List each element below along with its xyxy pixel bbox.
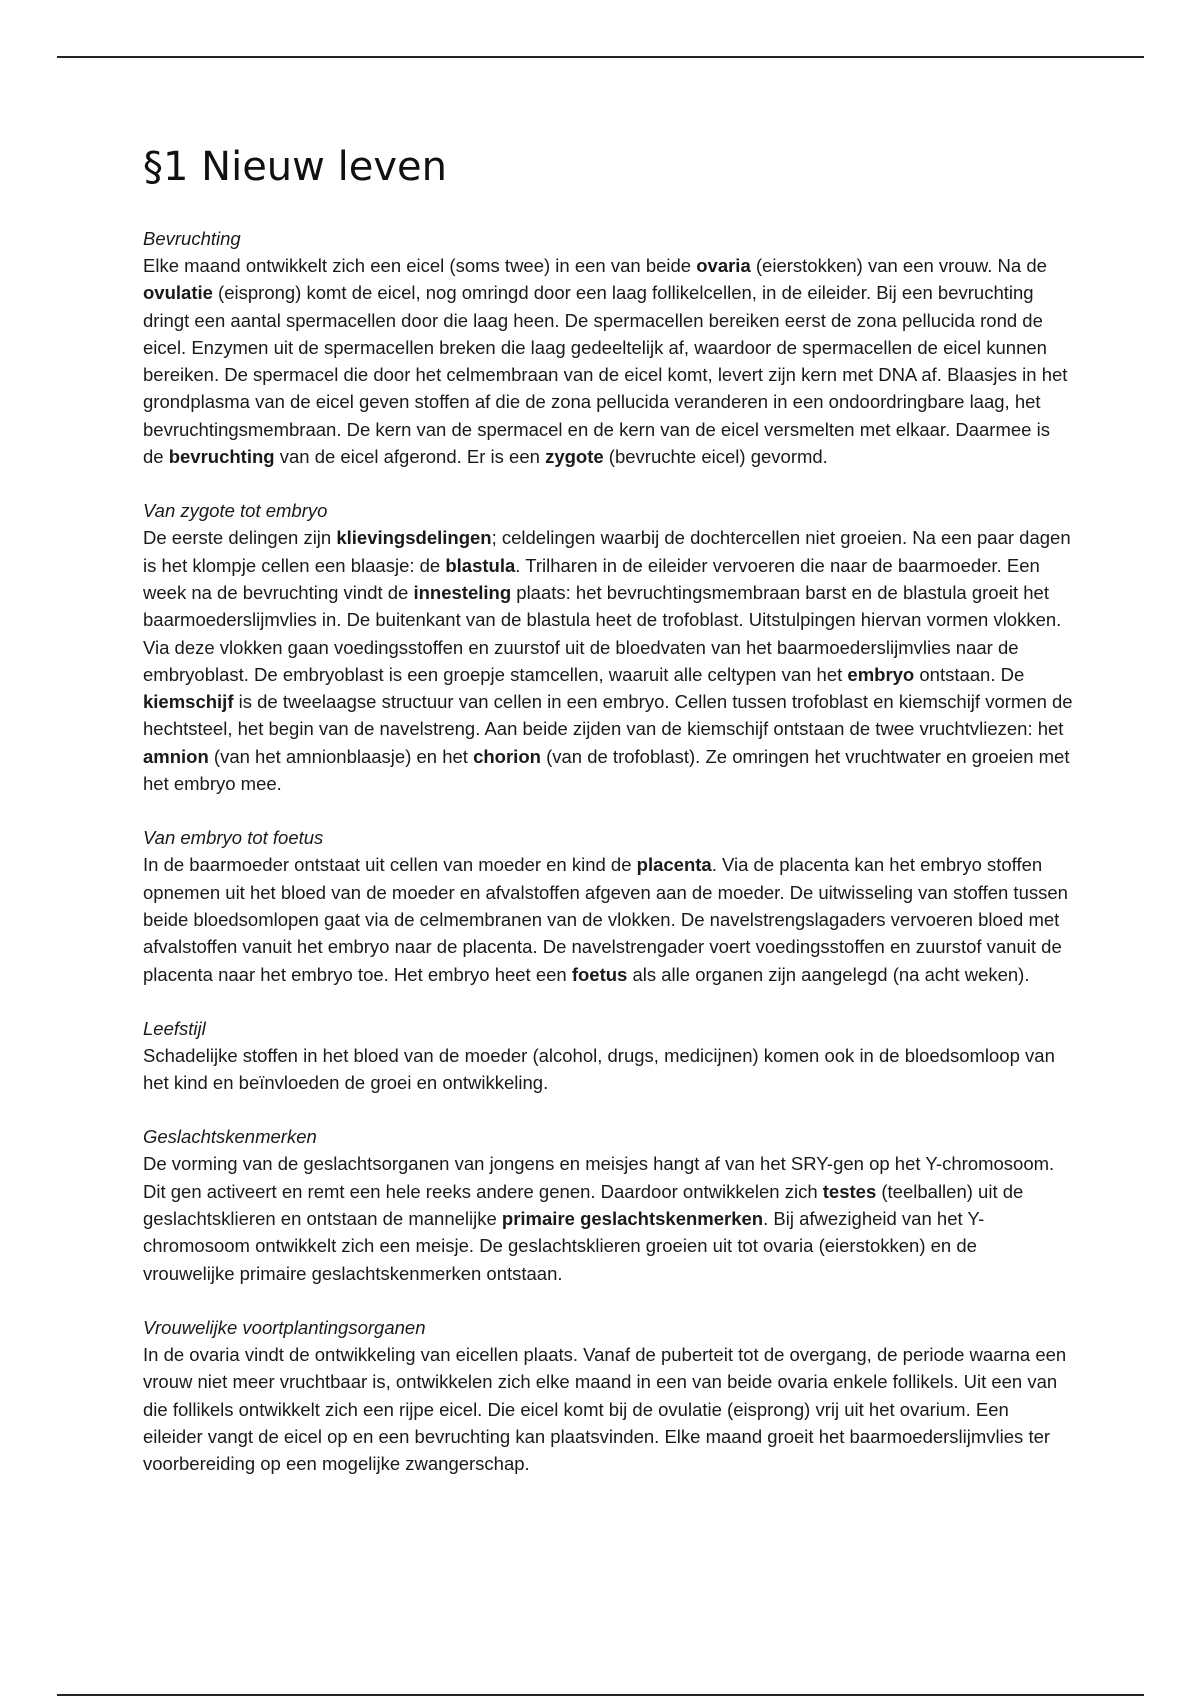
text-run: is de tweelaagse structuur van cellen in een embryo. Cellen tussen trofoblast en kiemschijf vormen de hechtsteel, het begin van de navelstreng. Aan beide zijden van de kiemschijf ontstaan de twee vruchtvliezen: het [143, 691, 1073, 740]
top-rule [57, 56, 1144, 58]
bold-term: embryo [847, 663, 915, 685]
text-run: De eerste delingen zijn [143, 527, 337, 549]
bold-term: kiemschijf [143, 691, 234, 713]
section [143, 1314, 1073, 1477]
text-run: ; celdelingen waarbij de dochtercellen niet groeien. Na een paar dagen is het klompje cellen een blaasje: de [143, 527, 1071, 576]
bold-term: klievingsdelingen [336, 527, 492, 549]
bold-term: chorion [473, 745, 541, 767]
bold-term: bevruchting [168, 446, 275, 468]
section [143, 225, 1073, 470]
text-run: ontstaan. De [914, 663, 1025, 685]
bold-term: zygote [545, 446, 604, 468]
text-run: (eisprong) komt de eicel, nog omringd door een laag follikelcellen, in de eileider. Bij een bevruchting dringt een aantal spermacellen door die laag heen. De spermacellen bereiken eerst de zona pellucida rond de eicel. Enzymen uit de spermacellen breken die laag gedeeltelijk af, waardoor de spermacellen de eicel kunnen bereiken. De spermacel die door het celmembraan van de eicel komt, levert zijn kern met DNA af. Blaasjes in het grondplasma van de eicel geven stoffen af die de zona pellucida veranderen in een ondoordringbare laag, het bevruchtingsmembraan. De kern van de spermacel en de kern van de eicel versmelten met elkaar. Daarmee is de [143, 282, 1068, 468]
page-title: §1 Nieuw leven [143, 144, 447, 190]
bold-term: foetus [571, 963, 628, 985]
section-title: Geslachtskenmerken [143, 1126, 317, 1148]
section-title: Leefstijl [143, 1017, 206, 1039]
text-run: als alle organen zijn aangelegd (na acht weken). [627, 963, 1030, 985]
text-run: De vorming van de geslachtsorganen van jongens en meisjes hangt af van het SRY-gen op het Y-chromosoom. Dit gen activeert en remt een hele reeks andere genen. Daardoor ontwikkelen zich [143, 1153, 1055, 1202]
text-run: (bevruchte eicel) gevormd. [603, 446, 828, 468]
bold-term: primaire geslachtskenmerken [501, 1208, 764, 1230]
section-title: Van zygote tot embryo [143, 500, 328, 522]
section-title: Bevruchting [143, 228, 241, 249]
section-paragraph [143, 1150, 1073, 1286]
text-run: plaats: het bevruchtingsmembraan barst en de blastula groeit het baarmoederslijmvlies in. De buitenkant van de blastula heet de trofoblast. Uitstulpingen hiervan vormen vlokken. Via deze vlokken gaan voedingsstoffen en zuurstof uit de bloedvaten van het baarmoederslijmvlies naar de embryoblast. De embryoblast is een groepje stamcellen, waaruit alle celtypen van het [143, 581, 1062, 685]
text-run: . Trilharen in de eileider vervoeren die naar de baarmoeder. Een week na de bevruchting vindt de [143, 554, 1040, 603]
section-title: Van embryo tot foetus [143, 827, 324, 849]
text-run: . Via de placenta kan het embryo stoffen opnemen uit het bloed van de moeder en afvalstoffen afgeven aan de moeder. De uitwisseling van stoffen tussen beide bloedsomlopen gaat via de celmembranen van de vlokken. De navelstrengslagaders vervoeren bloed met afvalstoffen vanuit het embryo naar de placenta. De navelstrengader voert voedingsstoffen en zuurstof vanuit de placenta naar het embryo toe. Het embryo heet een [143, 854, 1068, 985]
text-run: (teelballen) uit de geslachtsklieren en ontstaan de mannelijke [143, 1180, 1024, 1230]
text-run: . Bij afwezigheid van het Y-chromosoom ontwikkelt zich een meisje. De geslachtsklieren groeien uit tot ovaria (eierstokken) en de vrouwelijke primaire geslachtskenmerken ontstaan. [143, 1208, 985, 1284]
section-title: Vrouwelijke voortplantingsorganen [143, 1316, 426, 1338]
section [143, 824, 1073, 987]
sections-container [143, 225, 1073, 1477]
bold-term: innesteling [413, 581, 512, 603]
text-run: (van de trofoblast). Ze omringen het vruchtwater en groeien met het embryo mee. [143, 745, 1070, 795]
text-run: In de ovaria vindt de ontwikkeling van eicellen plaats. Vanaf de puberteit tot de overgang, de periode waarna een vrouw niet meer vruchtbaar is, ontwikkelen zich elke maand in een van beide ovaria enkele follikels. Uit een van die follikels ontwikkelt zich een rijpe eicel. Die eicel komt bij de ovulatie (eisprong) vrij uit het ovarium. Een eileider vangt de eicel op en een bevruchting kan plaatsvinden. Elke maand groeit het baarmoederslijmvlies ter voorbereiding op een mogelijke zwangerschap. [143, 1343, 1067, 1475]
section-paragraph [143, 1042, 1073, 1097]
bold-term: placenta [636, 854, 712, 876]
section [143, 1015, 1073, 1097]
section-paragraph [143, 851, 1073, 987]
document-body [143, 135, 1073, 1504]
bold-term: testes [822, 1180, 877, 1202]
text-run: In de baarmoeder ontstaat uit cellen van moeder en kind de [143, 854, 637, 876]
bold-term: blastula [445, 554, 516, 576]
text-run: van de eicel afgerond. Er is een [274, 446, 546, 468]
section-paragraph [143, 524, 1073, 797]
text-run: Schadelijke stoffen in het bloed van de moeder (alcohol, drugs, medicijnen) komen ook in de bloedsomloop van het kind en beïnvloeden de groei en ontwikkeling. [143, 1044, 1055, 1094]
bold-term: ovaria [696, 255, 751, 276]
section [143, 497, 1073, 797]
section-paragraph [143, 252, 1073, 470]
bold-term: amnion [143, 745, 209, 767]
section-paragraph [143, 1341, 1073, 1477]
bold-term: ovulatie [143, 282, 213, 304]
section [143, 1123, 1073, 1286]
text-run: (eierstokken) van een vrouw. Na de [750, 255, 1047, 276]
text-run: (van het amnionblaasje) en het [208, 745, 474, 767]
text-run: Elke maand ontwikkelt zich een eicel (soms twee) in een van beide [143, 255, 697, 276]
bottom-rule [57, 1694, 1144, 1696]
